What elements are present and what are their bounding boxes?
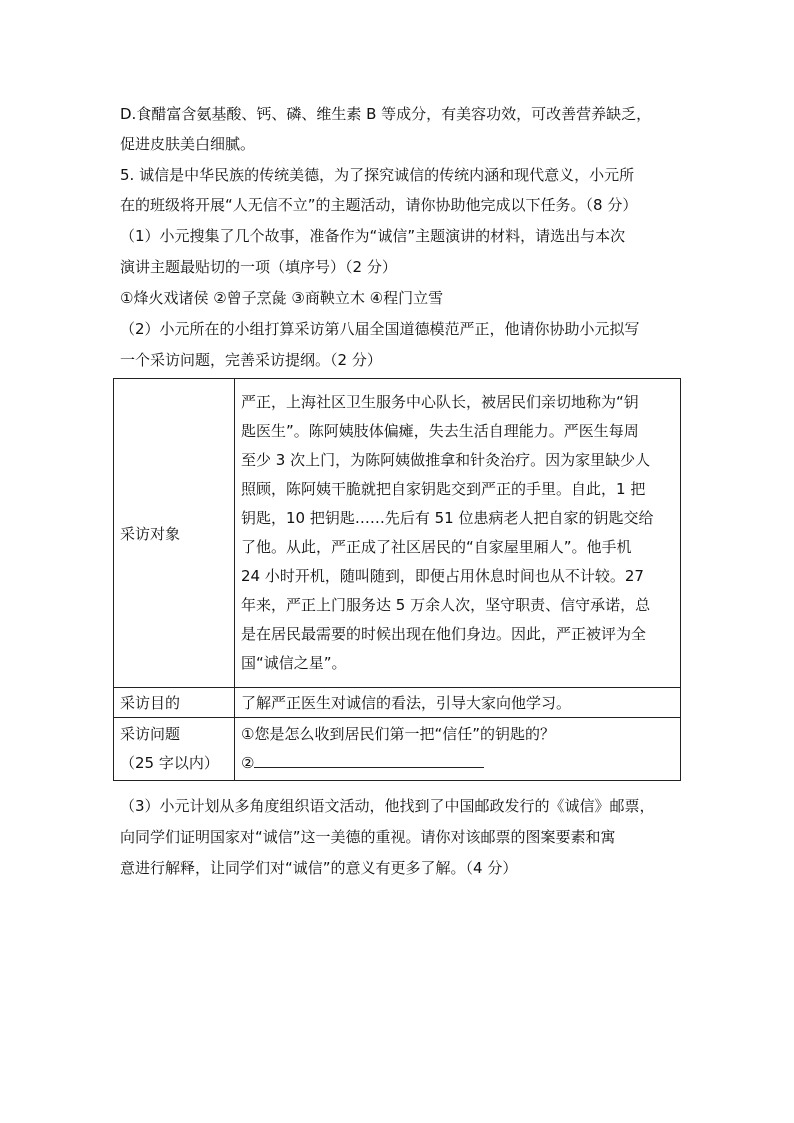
subquestion-3-line-2: 向同学们证明国家对“诚信”这一美德的重视。请你对该邮票的图案要素和寓 bbox=[120, 828, 616, 846]
interviewee-detail bbox=[235, 379, 681, 688]
interviewee-label: 采访对象 bbox=[114, 379, 235, 688]
detail-line: 了他。从此，严正成了社区居民的“自家屋里厢人”。他手机 bbox=[241, 538, 632, 556]
question-two-row bbox=[241, 749, 674, 778]
interview-outline-table bbox=[113, 378, 681, 781]
detail-line: 严正，上海社区卫生服务中心队长，被居民们亲切地称为“钥 bbox=[241, 393, 639, 411]
question-two-marker: ② bbox=[241, 754, 255, 772]
detail-line: 匙医生”。陈阿姨肢体偏瘫，失去生活自理能力。严医生每周 bbox=[241, 422, 639, 440]
detail-line: 是在居民最需要的时候出现在他们身边。因此，严正被评为全 bbox=[241, 625, 647, 643]
table-row-questions bbox=[114, 718, 681, 781]
option-d-line-1: D.食醋富含氨基酸、钙、磷、维生素 B 等成分，有美容功效，可改善营养缺乏， bbox=[120, 105, 652, 123]
questions-label-limit: （25 字以内） bbox=[120, 754, 219, 772]
subquestion-3-line-1: （3）小元计划从多角度组织语文活动，他找到了中国邮政发行的《诚信》邮票， bbox=[120, 797, 655, 815]
questions-cell bbox=[235, 718, 681, 781]
question-5-line-2: 在的班级将开展“人无信不立”的主题活动，请你协助他完成以下任务。（8 分） bbox=[120, 196, 638, 214]
subquestion-2-line-2: 一个采访问题，完善采访提纲。（2 分） bbox=[120, 351, 382, 369]
detail-line: 24 小时开机，随叫随到，即便占用休息时间也从不计较。27 bbox=[241, 567, 644, 585]
subquestion-1-line-1: （1）小元搜集了几个故事，准备作为“诚信”主题演讲的材料，请选出与本次 bbox=[120, 227, 626, 245]
purpose-text: 了解严正医生对诚信的看法，引导大家向他学习。 bbox=[235, 688, 681, 718]
option-d-line-2: 促进皮肤美白细腻。 bbox=[120, 135, 256, 153]
question-one: ①您是怎么收到居民们第一把“信任”的钥匙的？ bbox=[241, 725, 555, 743]
answer-blank[interactable] bbox=[254, 752, 484, 768]
table-row-interviewee bbox=[114, 379, 681, 688]
subquestion-2-line-1: （2）小元所在的小组打算采访第八届全国道德模范严正，他请你协助小元拟写 bbox=[120, 320, 640, 338]
detail-line: 国“诚信之星”。 bbox=[241, 654, 347, 672]
question-5-line-1: 5. 诚信是中华民族的传统美德，为了探究诚信的传统内涵和现代意义，小元所 bbox=[120, 166, 635, 184]
detail-line: 年来，严正上门服务达 5 万余人次，坚守职责、信守承诺，总 bbox=[241, 596, 651, 614]
purpose-label: 采访目的 bbox=[114, 688, 235, 718]
subquestion-3-line-3: 意进行解释，让同学们对“诚信”的意义有更多了解。（4 分） bbox=[120, 859, 518, 877]
detail-line: 至少 3 次上门，为陈阿姨做推拿和针灸治疗。因为家里缺少人 bbox=[241, 451, 651, 469]
subquestion-1-line-2: 演讲主题最贴切的一项（填序号）（2 分） bbox=[120, 258, 397, 276]
table-row-purpose bbox=[114, 688, 681, 718]
story-options: ①烽火戏诸侯 ②曾子烹彘 ③商鞅立木 ④程门立雪 bbox=[120, 289, 444, 307]
questions-label-main: 采访问题 bbox=[120, 725, 181, 743]
detail-line: 照顾，陈阿姨干脆就把自家钥匙交到严正的手里。自此，1 把 bbox=[241, 480, 646, 498]
questions-label bbox=[114, 718, 235, 781]
detail-line: 钥匙，10 把钥匙……先后有 51 位患病老人把自家的钥匙交给 bbox=[241, 509, 654, 527]
